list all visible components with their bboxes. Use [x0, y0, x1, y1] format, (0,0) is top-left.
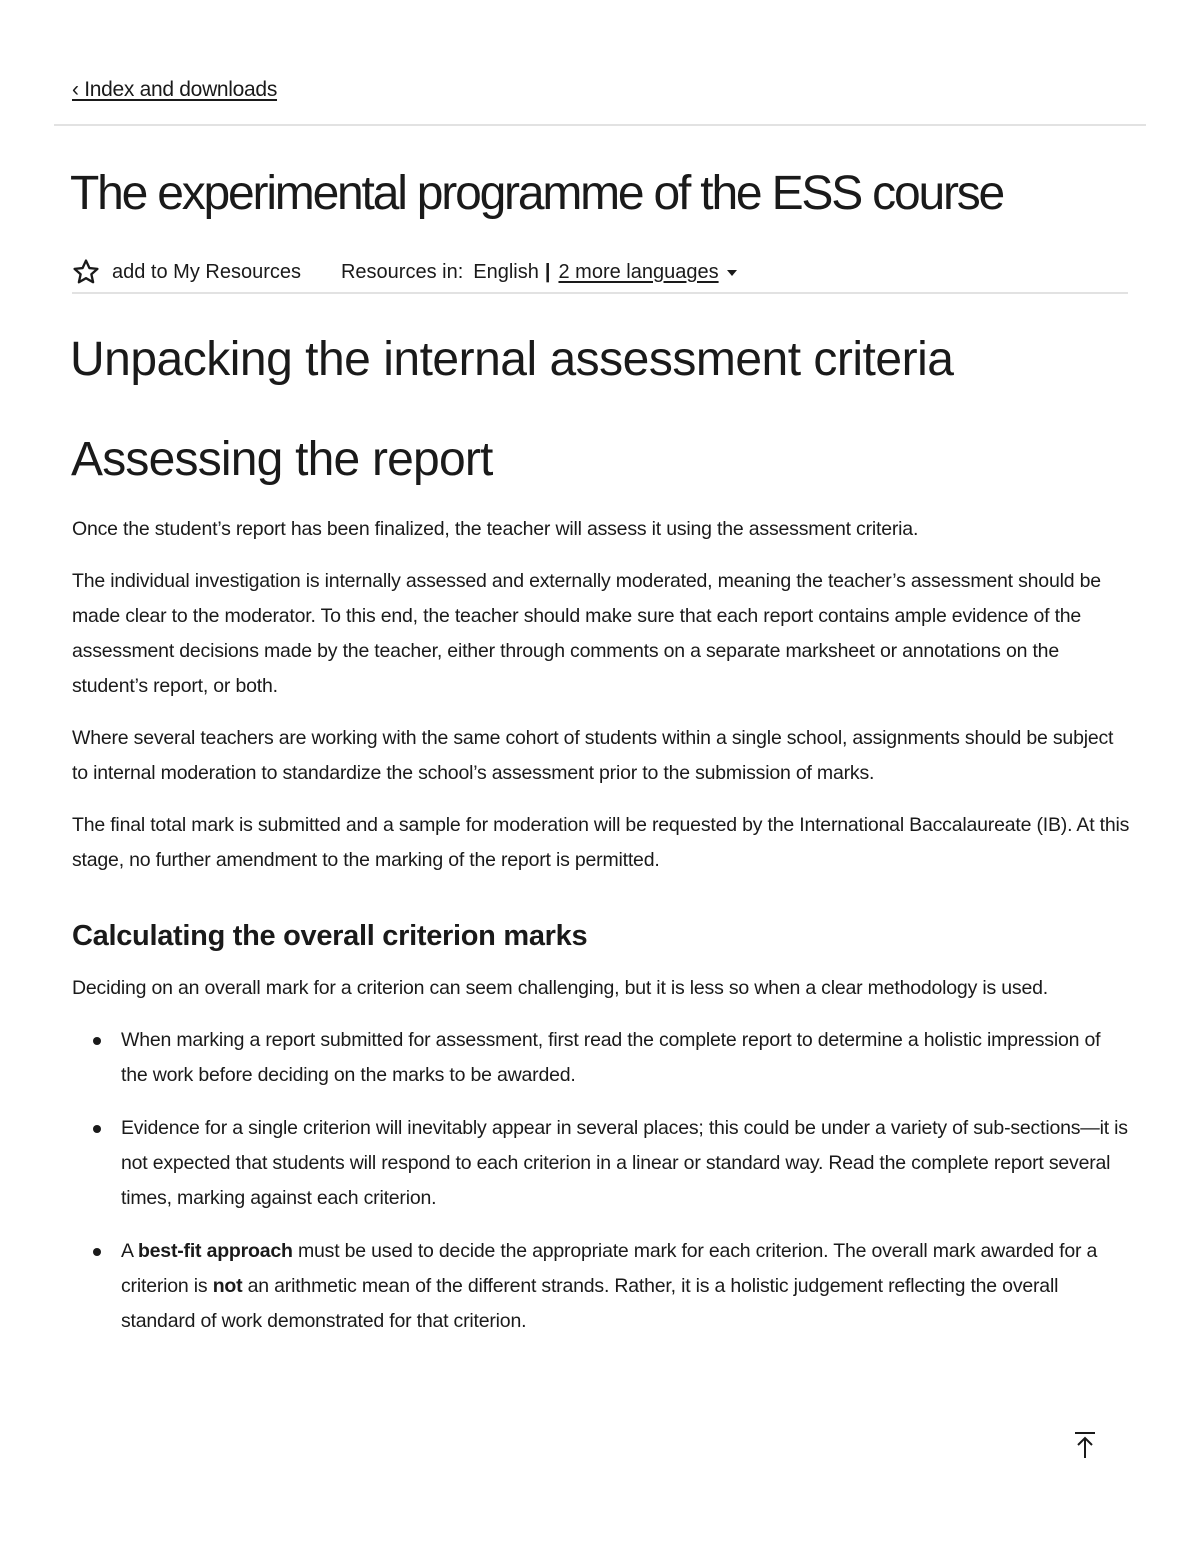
top-divider: [54, 124, 1146, 126]
paragraph: Deciding on an overall mark for a criterion can seem challenging, but it is less so when a clear methodology is used.: [72, 977, 1048, 999]
meta-divider: [72, 292, 1128, 294]
list-item: When marking a report submitted for assessment, first read the complete report to determine a holistic impression of the work before deciding on the marks to be awarded.: [121, 1023, 1132, 1093]
list-item: Evidence for a single criterion will inevitably appear in several places; this could be under a variety of sub-sections—it is not expected that students will respond to each criterion in a linear or standard way. Read the complete report several times, marking against each criterion.: [121, 1111, 1132, 1216]
language-separator: |: [544, 260, 551, 283]
calculating-marks-heading: Calculating the overall criterion marks: [72, 920, 588, 952]
paragraph: The final total mark is submitted and a sample for moderation will be requested by the International Baccalaureate (IB). At this stage, no further amendment to the marking of the report is permitted.: [72, 814, 1130, 871]
more-languages-dropdown[interactable]: [558, 261, 736, 284]
article-body: [72, 512, 1132, 1357]
list-item: [121, 1234, 1132, 1339]
more-languages-label: 2 more languages: [558, 260, 719, 283]
current-language: English: [473, 260, 539, 283]
arrow-to-top-icon[interactable]: [1072, 1430, 1098, 1460]
list-item-text: A: [121, 1240, 138, 1262]
list-item-text: must be used to decide the appropriate mark for each criterion. The overall mark awarded for a criterion is: [121, 1240, 1098, 1297]
bullet-list: [72, 1023, 1132, 1339]
section-title: Unpacking the internal assessment criteria: [70, 333, 954, 386]
back-to-index-link[interactable]: ‹ Index and downloads: [72, 78, 278, 101]
best-fit-approach-emphasis: best-fit approach: [137, 1240, 293, 1262]
caret-down-icon: [727, 270, 737, 276]
resources-in-label: Resources in:: [340, 260, 464, 283]
list-item-text: an arithmetic mean of the different strands. Rather, it is a holistic judgement reflecting the overall standard of work demonstrated for that criterion.: [121, 1275, 1059, 1332]
course-title: The experimental programme of the ESS course: [70, 167, 1004, 220]
star-outline-icon: [72, 258, 100, 286]
not-emphasis: not: [212, 1275, 243, 1297]
add-to-my-resources-label: add to My Resources: [112, 260, 301, 283]
paragraph: Once the student’s report has been finalized, the teacher will assess it using the assessment criteria.: [72, 518, 919, 540]
paragraph: The individual investigation is internally assessed and externally moderated, meaning the teacher’s assessment should be made clear to the moderator. To this end, the teacher should make sure that each report contains ample evidence of the assessment decisions made by the teacher, either through comments on a separate marksheet or annotations on the student’s report, or both.: [72, 570, 1101, 697]
resource-meta-row: [72, 256, 737, 288]
paragraph: Where several teachers are working with the same cohort of students within a single school, assignments should be subject to internal moderation to standardize the school’s assessment prior to the submission of marks.: [72, 727, 1114, 784]
add-to-my-resources-button[interactable]: [72, 258, 301, 286]
subsection-title: Assessing the report: [71, 433, 493, 486]
